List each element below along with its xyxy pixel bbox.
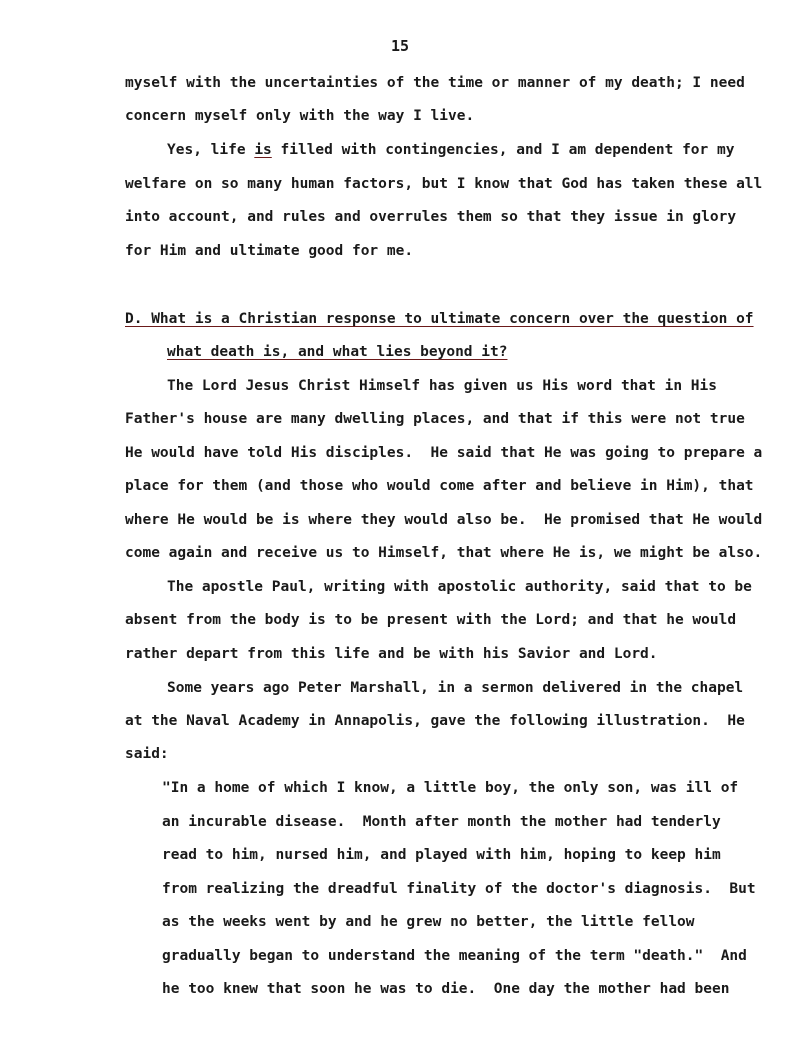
text-line: absent from the body is to be present with the Lord; and that he would xyxy=(125,612,737,628)
text-line: come again and receive us to Himself, that where He is, we might be also. xyxy=(125,545,763,561)
text-line: where He would be is where they would also be. He promised that He would xyxy=(125,512,763,528)
text-line: The Lord Jesus Christ Himself has given us His word that in His xyxy=(167,378,717,394)
text-line: Father's house are many dwelling places, and that if this were not true xyxy=(125,411,745,427)
text-line: said: xyxy=(125,746,169,762)
quote-line: from realizing the dreadful finality of the doctor's diagnosis. But xyxy=(162,881,756,897)
emphasized-word: is xyxy=(254,142,272,158)
text-line: at the Naval Academy in Annapolis, gave the following illustration. He xyxy=(125,713,745,729)
heading-line: what death is, and what lies beyond it? xyxy=(167,344,508,360)
text-segment: filled with contingencies, and I am dependent for my xyxy=(271,142,735,158)
page-number: 15 xyxy=(390,37,410,55)
text-line: myself with the uncertainties of the time or manner of my death; I need xyxy=(125,75,745,91)
quote-line: gradually began to understand the meaning of the term "death." And xyxy=(162,948,747,964)
text-line: He would have told His disciples. He said that He was going to prepare a xyxy=(125,445,763,461)
text-line: for Him and ultimate good for me. xyxy=(125,243,414,259)
heading-line: D. What is a Christian response to ultimate concern over the question of xyxy=(125,311,754,327)
quote-line: read to him, nursed him, and played with him, hoping to keep him xyxy=(162,847,721,863)
quote-line: he too knew that soon he was to die. One day the mother had been xyxy=(162,981,730,997)
quote-line: an incurable disease. Month after month the mother had tenderly xyxy=(162,814,721,830)
text-line: welfare on so many human factors, but I know that God has taken these all xyxy=(125,176,763,192)
text-line: concern myself only with the way I live. xyxy=(125,108,475,124)
quote-line: "In a home of which I know, a little boy, the only son, was ill of xyxy=(162,780,739,796)
text-line: rather depart from this life and be with his Savior and Lord. xyxy=(125,646,658,662)
text-line: The apostle Paul, writing with apostolic authority, said that to be xyxy=(167,579,752,595)
text-line: place for them (and those who would come after and believe in Him), that xyxy=(125,478,754,494)
text-line: into account, and rules and overrules them so that they issue in glory xyxy=(125,209,737,225)
text-segment: Yes, life xyxy=(167,142,255,158)
text-line: Some years ago Peter Marshall, in a sermon delivered in the chapel xyxy=(167,680,744,696)
text-line xyxy=(167,140,734,160)
quote-line: as the weeks went by and he grew no better, the little fellow xyxy=(162,914,695,930)
